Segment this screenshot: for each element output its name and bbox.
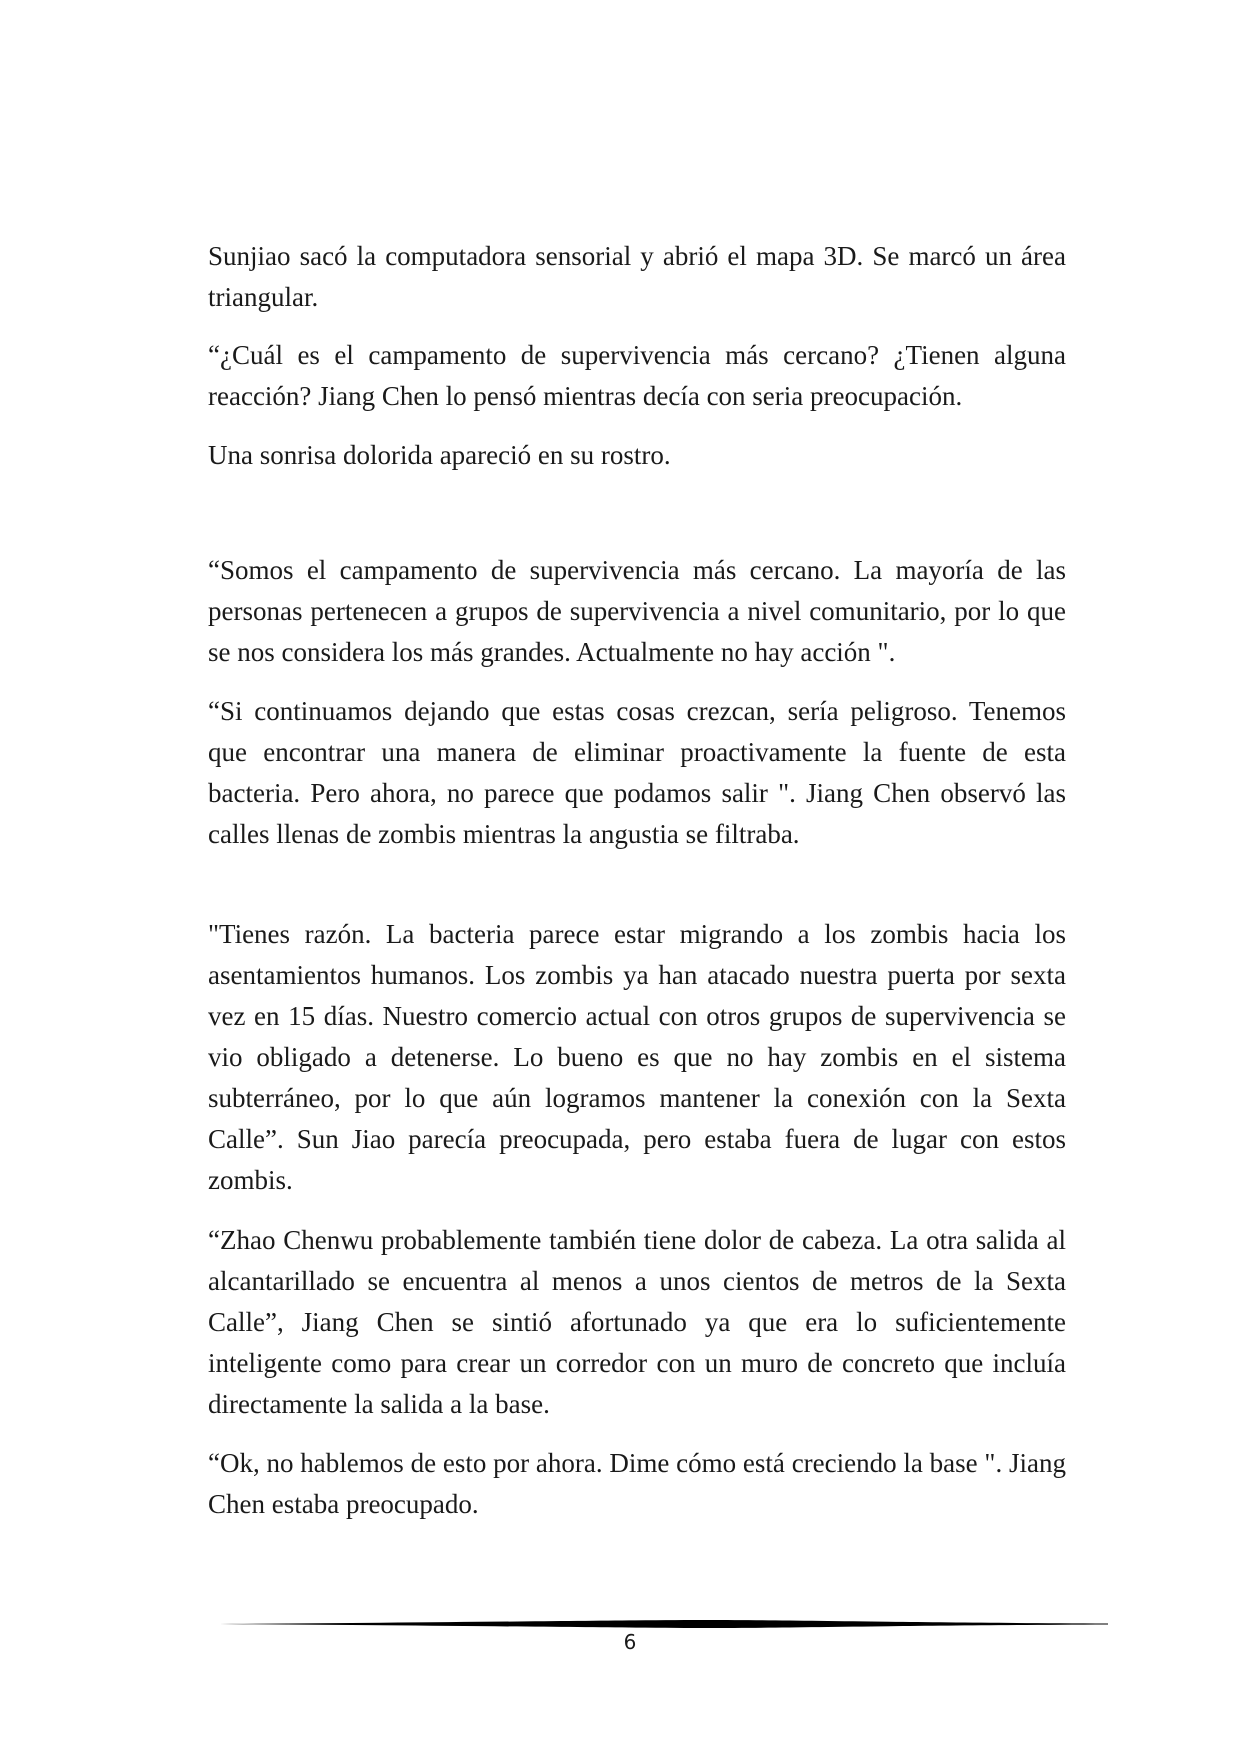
paragraph — [208, 1443, 1066, 1525]
paragraph — [208, 1220, 1066, 1425]
paragraph-text: “Ok, no hablemos de esto por ahora. Dime cómo está creciendo la base ". Jiang Chen estaba preocupado. — [208, 1448, 1066, 1519]
paragraph — [208, 236, 1066, 318]
paragraph — [208, 335, 1066, 417]
paragraph-text: Una sonrisa dolorida apareció en su rostro. — [208, 440, 671, 470]
paragraph-text: "Tienes razón. La bacteria parece estar migrando a los zombis hacia los asentamientos humanos. Los zombis ya han atacado nuestra puerta por sexta vez en 15 días. Nuestro comercio actual con otros grupos de supervivencia se vio obligado a detenerse. Lo bueno es que no hay zombis en el sistema subterráneo, por lo que aún logramos mantener la conexión con la Sexta Calle”. Sun Jiao parecía preocupada, pero estaba fuera de lugar con estos zombis. — [208, 919, 1066, 1195]
paragraph-text: “¿Cuál es el campamento de supervivencia más cercano? ¿Tienen alguna reacción? Jiang Chen lo pensó mientras decía con seria preocupación. — [208, 340, 1066, 411]
paragraph — [208, 550, 1066, 673]
paragraph-text: Sunjiao sacó la computadora sensorial y abrió el mapa 3D. Se marcó un área triangular. — [208, 241, 1066, 312]
paragraph-text: “Somos el campamento de supervivencia más cercano. La mayoría de las personas pertenecen a grupos de supervivencia a nivel comunitario, por lo que se nos considera los más grandes. Actualmente no hay acción ". — [208, 555, 1066, 667]
paragraph — [208, 914, 1066, 1201]
paragraph-text: “Si continuamos dejando que estas cosas crezcan, sería peligroso. Tenemos que encontrar una manera de eliminar proactivamente la fuente de esta bacteria. Pero ahora, no parece que podamos salir ". Jiang Chen observó las calles llenas de zombis mientras la angustia se filtraba. — [208, 696, 1066, 849]
paragraph — [208, 435, 1066, 476]
paragraph-text: “Zhao Chenwu probablemente también tiene dolor de cabeza. La otra salida al alcantarillado se encuentra al menos a unos cientos de metros de la Sexta Calle”, Jiang Chen se sintió afortunado ya que era lo suficientemente inteligente como para crear un corredor con un muro de concreto que incluía directamente la salida a la base. — [208, 1225, 1066, 1419]
page-number: 6 — [623, 1630, 637, 1654]
paragraph — [208, 691, 1066, 855]
